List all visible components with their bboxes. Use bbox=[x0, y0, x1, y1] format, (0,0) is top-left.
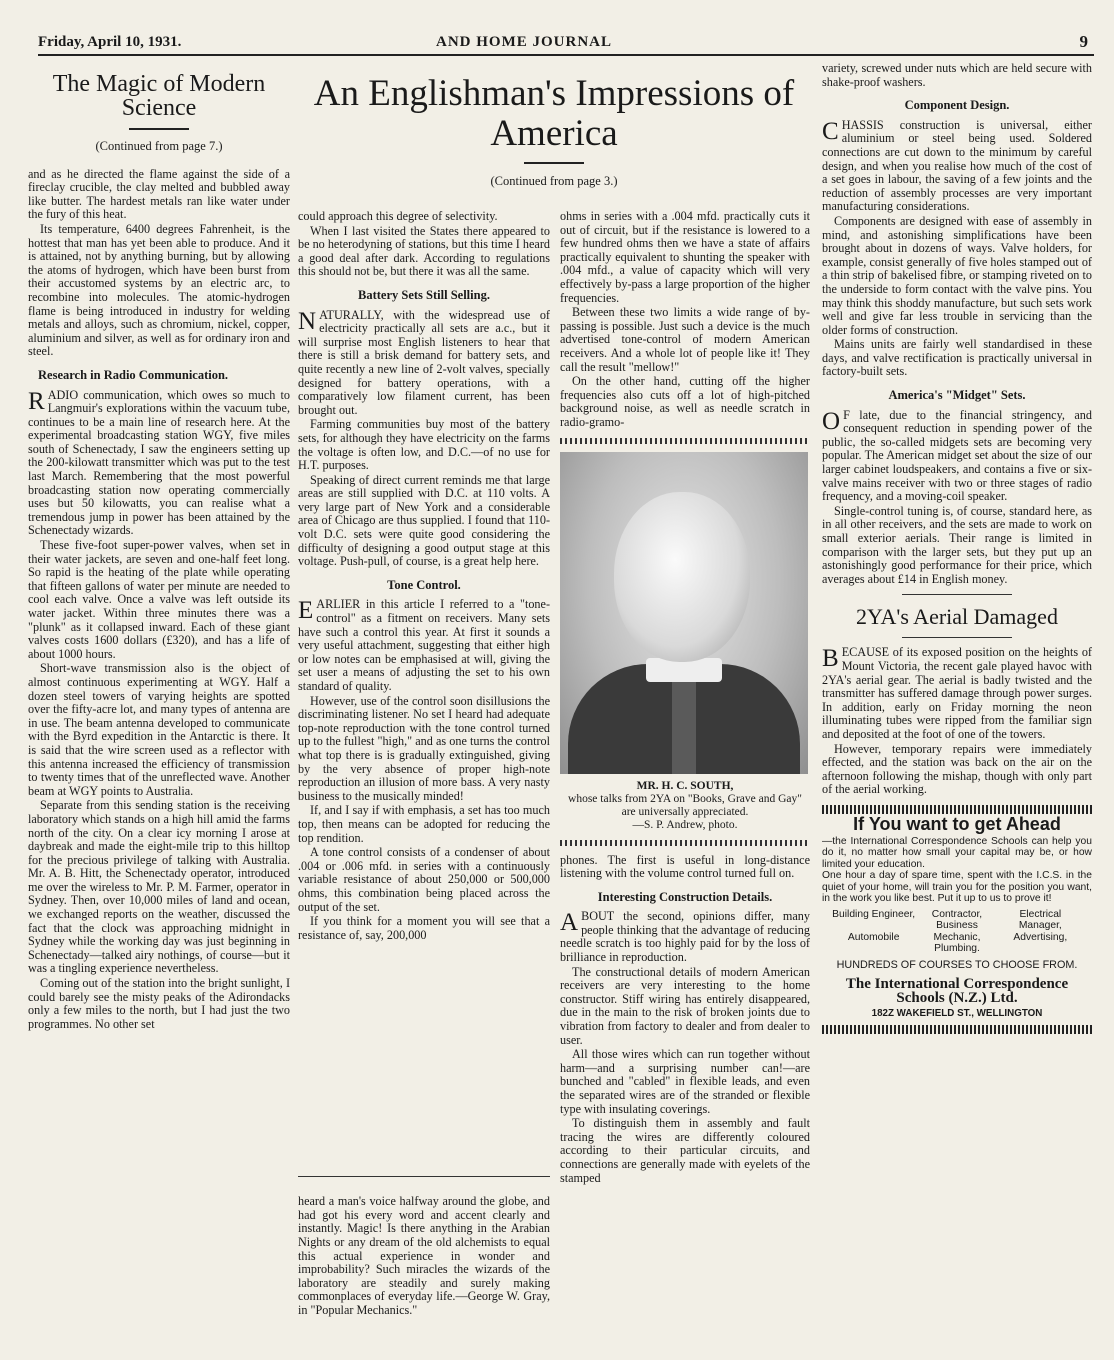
paragraph: When I last visited the States there appeared to be no heterodyning of stations, but this time I heard a good deal after dark. According to regulations this should not be, but there it was all the same. bbox=[298, 223, 550, 279]
paragraph: All those wires which can run together without harm—and a surprising number can!—are bunched and "cabled" in flexible leads, and even the separated wires are of the stranded or flexible type with insulating coverings. bbox=[560, 1047, 810, 1116]
ad-border bbox=[822, 805, 1092, 814]
issue-date: Friday, April 10, 1931. bbox=[38, 34, 182, 50]
ad-address: 182Z WAKEFIELD ST., WELLINGTON bbox=[871, 1008, 1043, 1020]
drop-cap: A bbox=[560, 909, 579, 937]
paper-name: AND HOME JOURNAL bbox=[436, 34, 612, 50]
paragraph: To distinguish them in assembly and fault tracing the wires are differently coloured according to their particular circuits, and connections are generally made with eyelets of the stamped bbox=[560, 1116, 810, 1185]
column-englishman-1 bbox=[298, 210, 550, 943]
drop-cap: E bbox=[298, 597, 314, 625]
subheading-midget: America's "Midget" Sets. bbox=[888, 388, 1026, 403]
article-title-magic: The Magic of Modern Science bbox=[52, 71, 266, 121]
article-title-englishman: An Englishman's Impressions of America bbox=[313, 73, 795, 154]
photo-caption bbox=[560, 780, 810, 832]
paragraph: A tone control consists of a condenser of about .004 or .006 mfd. in series with a continuously variable resistance of about 250,000 or 500,000 ohms, this combination being placed across the output of the set. bbox=[298, 845, 550, 914]
paragraph: The constructional details of modern American receivers are very interesting to the home constructor. Stiff wiring has entirely disappeared, due in the main to the risk of broken joints due to vibration from factory to dealer and from dealer to user. bbox=[560, 964, 810, 1047]
article-englishman bbox=[298, 62, 810, 1185]
caption-text: whose talks from 2YA on "Books, Grave and Gay" are universally appreciated. bbox=[568, 792, 802, 818]
paragraph: and as he directed the flame against the side of a fireclay crucible, the clay melted and bubbled away like butter. The hardest metals ran like water under the fury of this heat. bbox=[28, 166, 290, 222]
paragraph: Its temperature, 6400 degrees Fahrenheit, is the hottest that man has yet been able to produce. And it is attained, not by anything burning, but by allowing the atoms of hydrogen, which have been burst from their accustomed systems by an electric arc, to recombine into molecules. The atomic-hydrogen flame is being introduced in industry for welding metals and alloys, such as chromium, nickel, copper, aluminium and silver, as well as for ordinary iron and steel. bbox=[28, 221, 290, 359]
divider bbox=[560, 438, 810, 444]
ad-border bbox=[822, 1025, 1092, 1034]
paragraph: However, use of the control soon disillusions the discriminating listener. No set I heard had adequate top-note reproduction with the tone control turned up to the fullest "high," and as one turns the control what top there is is gradually extinguished, giving by the very absence of proper high-note reproduction an illusion of more bass. A very nasty business to the musically minded! bbox=[298, 693, 550, 803]
subheading-component: Component Design. bbox=[904, 98, 1010, 113]
drop-cap: N bbox=[298, 307, 317, 335]
portrait-photo bbox=[560, 452, 808, 774]
photo-face bbox=[614, 492, 750, 662]
paragraph: Components are designed with ease of assembly in mind, and astonishing simplifications have been brought about in dozens of ways. Valve holders, for example, consist generally of five holes stamped out of a thin strip of bakelised fibre, or stamping riveted on to the underside to form contact with the valve pins. You may think this shoddy manufacture, but such sets work well and give far less trouble in servicing than the older forms of construction. bbox=[822, 213, 1092, 337]
paragraph: ABOUT the second, opinions differ, many people thinking that the advantage of reducing needle scratch is too highly paid for by the loss of brilliance in reproduction. bbox=[560, 909, 810, 965]
subheading-construction: Interesting Construction Details. bbox=[597, 889, 773, 904]
drop-cap: B bbox=[822, 645, 839, 673]
paragraph: variety, screwed under nuts which are held secure with shake-proof washers. bbox=[822, 61, 1092, 89]
ics-advertisement bbox=[822, 805, 1092, 1034]
ad-course-list: Building Engineer, Contractor, Business Electrical Manager, Automobile Mechanic, Advertising, Plumbing. bbox=[832, 908, 1068, 954]
subheading-research: Research in Radio Communication. bbox=[38, 367, 229, 382]
paragraph: ohms in series with a .004 mfd. practically cuts it out of circuit, but if the resistance is lowered to a few hundred ohms then we have a state of affairs practically equivalent to shunting the speaker with .004 mfd., a value of capacity which will very effectively by-pass a large proportion of the higher frequencies. bbox=[560, 209, 810, 305]
paragraph: phones. The first is useful in long-distance listening with the volume control turned full on. bbox=[560, 852, 810, 881]
paragraph: Between these two limits a wide range of by-passing is possible. Just such a device is the much advertised tone-control of modern American receivers. And a whole lot of people like it! They call the result "mellow!" bbox=[560, 305, 810, 374]
subheading-tone: Tone Control. bbox=[387, 577, 461, 592]
caption-credit: —S. P. Andrew, photo. bbox=[632, 818, 738, 831]
paragraph: heard a man's voice halfway around the globe, and had got his every word and accent clearly and instantly. Magic! Is there anything in the Arabian Nights or any dream of the old alchemists to equal this actual experience in wonder and improbability? Such miracles the wizards of the laboratory are steadily and surely making commonplaces of everyday life.—George W. Gray, in "Popular Mechanics." bbox=[298, 1194, 550, 1317]
paragraph: On the other hand, cutting off the higher frequencies also cuts off a lot of high-pitched background noise, as well as needle scratch in radio-gramo- bbox=[560, 374, 810, 429]
paragraph: Farming communities buy most of the battery sets, for although they have electricity on the farms the voltage is often low, and D.C.—of no use for H.T. purposes. bbox=[298, 417, 550, 473]
paragraph: If you think for a moment you will see that a resistance of, say, 200,000 bbox=[298, 914, 550, 942]
paragraph: Short-wave transmission also is the object of almost continuous experimenting at WGY. Half a dozen steel towers of varying heights are spotted over the fifty-acre lot, and many types of antenna are in use. The beam antenna developed to communicate with the Byrd expedition in the Antarctic is there. It is said that the wire screen used as a reflector with this antenna increased the efficiency of transmission to twenty times that of the unreflected wave. Another beam at WGY points to Australia. bbox=[28, 661, 290, 798]
title-rule bbox=[524, 162, 584, 164]
paragraph: However, temporary repairs were immediately effected, and the station was back on the air on the afternoon following the mishap, though with only part of the aerial working. bbox=[822, 741, 1092, 797]
paragraph: Mains units are fairly well standardised in these days, and valve rectification is practically universal in factory-built sets. bbox=[822, 337, 1092, 379]
paragraph: BECAUSE of its exposed position on the heights of Mount Victoria, the recent gale played havoc with 2YA's aerial gear. The aerial is badly twisted and the transmitter has suffered damage through power surges. In addition, early on Friday morning the neon illuminating tubes were ripped from the familiar sign and deposited at the foot of one of the towers. bbox=[822, 645, 1092, 741]
paragraph: CHASSIS construction is universal, either aluminium or steel being used. Soldered connections are cut down to the minimum by careful design, and when you realise how much of the cost of a set goes in labour, the saving of a few joints and the reduction of assembly processes are very important manufacturing considerations. bbox=[822, 117, 1092, 214]
continued-note: (Continued from page 3.) bbox=[490, 174, 618, 188]
section-rule bbox=[298, 1176, 550, 1177]
ad-text: —the International Correspondence Schools can help you do it, no matter how small your capital may be, or how limited your education. bbox=[822, 835, 1092, 870]
caption-name: MR. H. C. SOUTH, bbox=[636, 779, 734, 792]
drop-cap: R bbox=[28, 387, 45, 415]
ad-footer: HUNDREDS OF COURSES TO CHOOSE FROM. bbox=[836, 958, 1078, 971]
subheading-battery: Battery Sets Still Selling. bbox=[358, 287, 490, 302]
continued-note: (Continued from page 7.) bbox=[95, 139, 223, 153]
paragraph: Single-control tuning is, of course, standard here, as in all other receivers, and the sets are made to work on small exterior aerials. Their range is limited in comparison with the larger sets, but they put up an astonishingly good performance for their price, which averages about £14 in English money. bbox=[822, 503, 1092, 586]
divider bbox=[902, 637, 1012, 638]
paragraph: could approach this degree of selectivity. bbox=[298, 209, 498, 223]
paragraph: Coming out of the station into the bright sunlight, I could barely see the misty peaks of the Adirondacks only a few miles to the north, but I had just the two programmes. No other set bbox=[28, 976, 290, 1031]
page-number: 9 bbox=[1079, 32, 1088, 51]
column-englishman-2 bbox=[560, 210, 810, 1186]
ad-company-name: The International Correspondence Schools (N.Z.) Ltd. bbox=[845, 976, 1069, 1006]
masthead bbox=[38, 32, 1094, 56]
drop-cap: C bbox=[822, 117, 839, 145]
paragraph: NATURALLY, with the widespread use of electricity practically all sets are a.c., but it will surprise most English listeners to hear that there is still a brisk demand for battery sets, and quite recently a new line of 2-volt valves, specially designed for battery operations, with a comparatively low filament current, has been brought out. bbox=[298, 307, 550, 417]
article-title-aerial: 2YA's Aerial Damaged bbox=[856, 604, 1058, 630]
column-right bbox=[822, 62, 1092, 1038]
divider bbox=[902, 594, 1012, 595]
drop-cap: O bbox=[822, 407, 841, 435]
paragraph: EARLIER in this article I referred to a "tone-control" as a fitment on receivers. Many sets have such a control this year. At first it sounds a very useful attachment, suggesting that either high or low notes can be emphasised at will, giving the set user a means of adjusting the set to his own standard of quality. bbox=[298, 597, 550, 693]
paragraph: RADIO communication, which owes so much to Langmuir's explorations within the vacuum tube, continues to be a main line of research here. At the experimental broadcasting station WGY, five miles south of Schenectady, I saw the engineers setting up the 200-kilowatt transmitter which was put to the test last March. Remembering that the most powerful broadcasting station now operating commercially uses but 50 kilowatts, you can realise what a tremendous jump in power has been attained by the Schenectady wizards. bbox=[28, 387, 290, 538]
title-rule bbox=[129, 128, 189, 130]
ad-headline: If You want to get Ahead bbox=[853, 813, 1061, 834]
paragraph: These five-foot super-power valves, when set in their water jackets, are seven and one-half feet long. So rapid is the heating of the plate while operating that fifteen gallons of water per minute are needed to cool each valve. Once a valve was left outside its water jacket. Within three minutes there was a "plunk" as it collapsed inward. Each of these giant valves costs 1600 dollars (£320), and has a life of about 1000 hours. bbox=[28, 538, 290, 661]
paragraph: If, and I say if with emphasis, a set has too much top, then means can be adopted for reducing the top rendition. bbox=[298, 803, 550, 845]
column-magic-of-science bbox=[28, 62, 290, 1032]
ad-text: One hour a day of spare time, spent with the I.C.S. in the quiet of your home, will train you for the position you want, in the work you like best. Put it up to us to prove it! bbox=[822, 870, 1092, 904]
paragraph: Speaking of direct current reminds me that large areas are still supplied with D.C. at 110 volts. A very large part of New York and a considerable area of Chicago are thus supplied. I found that 110-volt D.C. sets were quite good considering the difficulty of designing a good output stage at this voltage. Push-pull, of course, is a great help here. bbox=[298, 472, 550, 569]
divider bbox=[560, 840, 810, 846]
paragraph: O F late, due to the financial stringency, and consequent reduction in spending power of the public, the so-called midgets sets are becoming very popular. The American midget set about the size of our larger cabinet loudspeakers, and contains a five or six-valve mains receiver with two or three stages of radio frequency, and a moving-coil speaker. bbox=[822, 407, 1092, 504]
paragraph: Separate from this sending station is the receiving laboratory which stands on a high hill amid the farms north of the city. On a clear icy morning I arose at daybreak and made the eight-mile trip to this hilltop for the precious privilege of talking with Australia. Mr. A. B. Hitt, the Schenectady operator, introduced me over the wireless to Mr. P. M. Farmer, operator in Sydney. Then, over 10,000 miles of land and ocean, we exchanged reports on the weather, discussed the fact that the clock was approaching midnight in Sydney while the working day was just beginning in Schenectady—talked airy nothings, of course—but it was a tingling experience nevertheless. bbox=[28, 798, 290, 976]
